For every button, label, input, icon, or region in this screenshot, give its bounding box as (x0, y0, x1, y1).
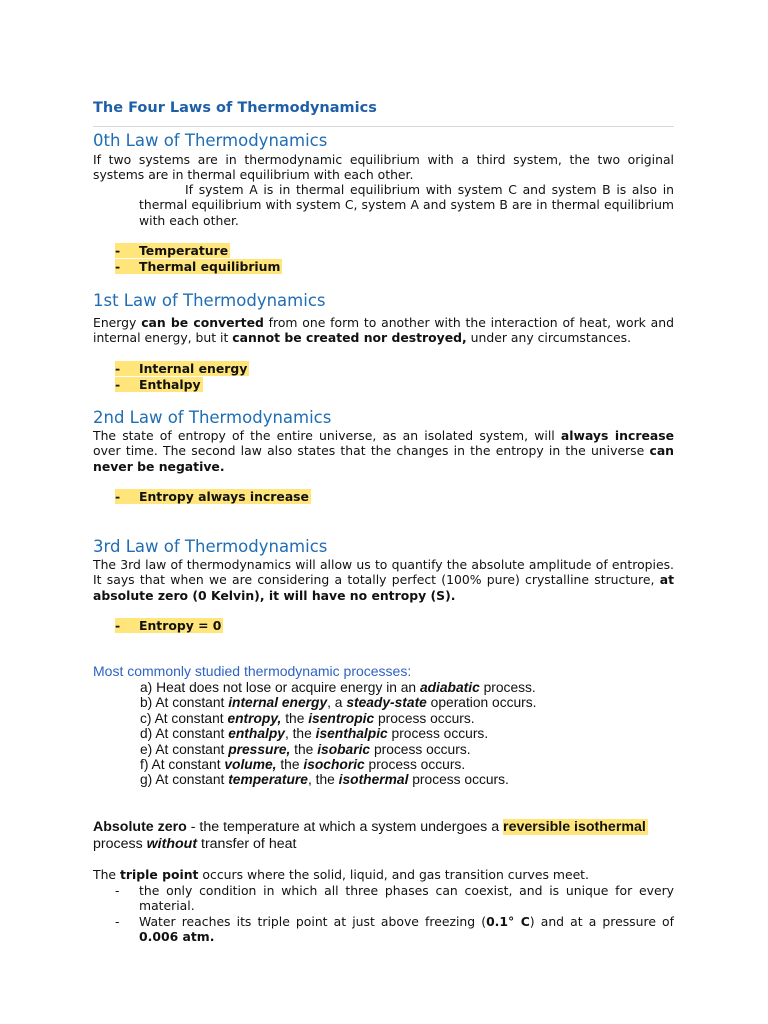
list-item: d) At constant enthalpy, the isenthalpic process occurs. (140, 726, 489, 742)
law1-paragraph: Energy can be converted from one form to another with the interaction of heat, work and internal energy, but it cannot be created nor destroyed, under any circumstances. (93, 315, 674, 346)
law0-heading: 0th Law of Thermodynamics (93, 131, 328, 150)
law3-paragraph: The 3rd law of thermodynamics will allow us to quantify the absolute amplitude of entropies. It says that when we are considering a totally perfect (100% pure) crystalline structure, at absolute zero (0 Kelvin), it will have no entropy (S). (93, 557, 674, 603)
list-item: c) At constant entropy, the isentropic process occurs. (140, 710, 475, 726)
page-title: The Four Laws of Thermodynamics (93, 100, 377, 116)
law0-keyword-list (115, 243, 282, 274)
law2-paragraph: The state of entropy of the entire universe, as an isolated system, will always increase over time. The second law also states that the changes in the entropy in the universe can never be negative. (93, 428, 674, 474)
triple-point-list (93, 883, 674, 945)
processes-list (140, 680, 537, 788)
title-divider (93, 126, 674, 127)
list-item: - Water reaches its triple point at just above freezing (0.1° C) and at a pressure of 0.006 atm. (115, 913, 674, 944)
list-item: - Thermal equilibrium (115, 258, 281, 274)
law1-keyword-list (115, 361, 249, 392)
list-item: g) At constant temperature, the isothermal process occurs. (140, 772, 509, 788)
law3-heading: 3rd Law of Thermodynamics (93, 537, 328, 556)
absolute-zero-definition: Absolute zero - the temperature at which a system undergoes a reversible isothermal process without transfer of heat (93, 819, 646, 852)
law2-keyword-list (115, 489, 311, 505)
list-item: a) Heat does not lose or acquire energy in an adiabatic process. (140, 680, 536, 695)
list-item: e) At constant pressure, the isobaric process occurs. (140, 741, 471, 757)
list-item: - Entropy = 0 (115, 618, 222, 633)
law1-heading: 1st Law of Thermodynamics (93, 291, 326, 310)
law3-keyword-list (115, 618, 223, 634)
list-item: - the only condition in which all three phases can coexist, and is unique for every material. (115, 882, 674, 913)
triple-point-section (93, 867, 674, 945)
processes-title: Most commonly studied thermodynamic processes: (93, 663, 412, 679)
list-item: - Temperature (115, 243, 229, 258)
list-item: - Entropy always increase (115, 489, 309, 504)
list-item: - Enthalpy (115, 376, 201, 392)
law0-example: If system A is in thermal equilibrium with system C and system B is also in thermal equilibrium with system C, system A and system B are in thermal equilibrium with each other. (139, 182, 674, 228)
law2-heading: 2nd Law of Thermodynamics (93, 408, 332, 427)
highlight: reversible isothermal (503, 819, 646, 835)
law0-paragraph: If two systems are in thermodynamic equilibrium with a third system, the two original systems are in thermal equilibrium with each other. (93, 152, 674, 183)
list-item: b) At constant internal energy, a steady-state operation occurs. (140, 695, 537, 711)
triple-point-intro: The triple point occurs where the solid, liquid, and gas transition curves meet. (93, 867, 589, 882)
list-item: - Internal energy (115, 361, 248, 376)
list-item: f) At constant volume, the isochoric process occurs. (140, 757, 466, 773)
